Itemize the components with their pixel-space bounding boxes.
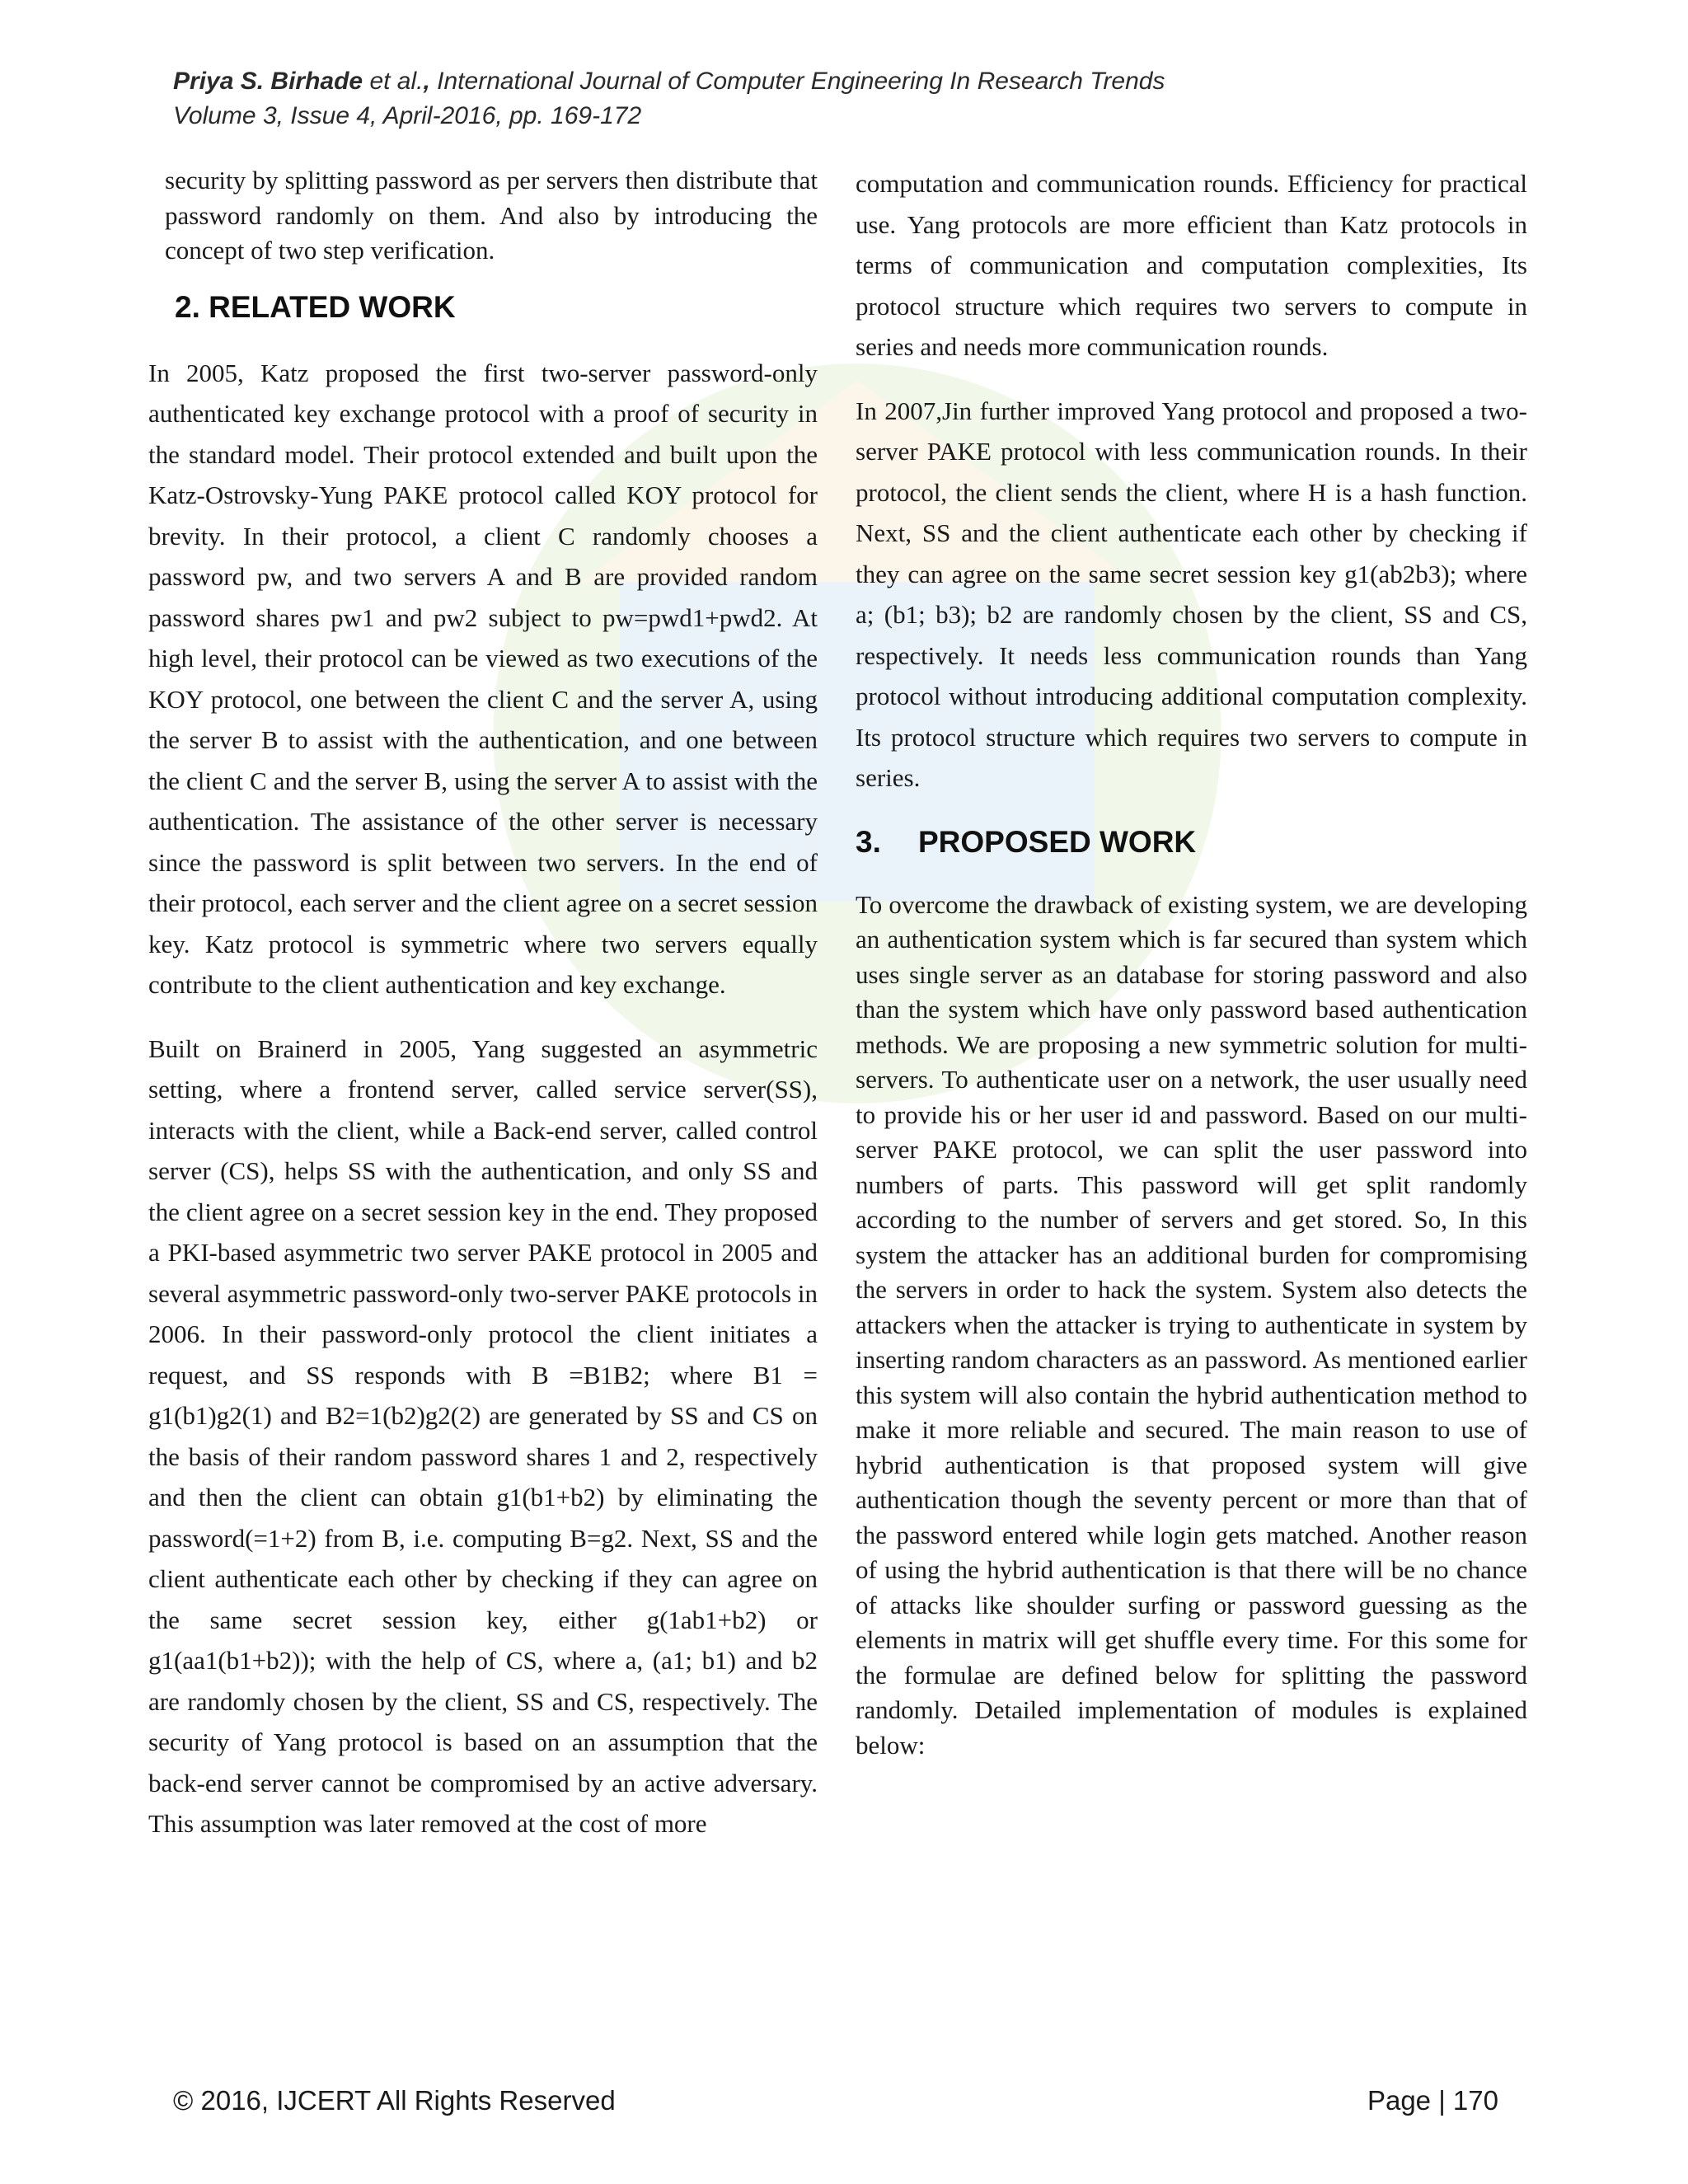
header-journal: International Journal of Computer Engineering In Research Trends (429, 68, 1165, 95)
section-heading-related-work (148, 287, 818, 328)
paragraph-katz: In 2005, Katz proposed the first two-server password-only authenticated key exchange protocol with a proof of security in the standard model. Their protocol extended and built upon the Katz-Ostrovsky-Yung PAKE protocol called KOY protocol for brevity. In their protocol, a client C randomly chooses a password pw, and two servers A and B are provided random password shares pw1 and pw2 subject to pw=pwd1+pwd2. At high level, their protocol can be viewed as two executions of the KOY protocol, one between the client C and the server A, using the server B to assist with the authentication, and one between the client C and the server B, using the server A to assist with the authentication. The assistance of the other server is necessary since the password is split between two servers. In the end of their protocol, each server and the client agree on a secret session key. Katz protocol is symmetric where two servers equally contribute to the client authentication and key exchange. (148, 358, 818, 999)
header-etal: et al. (363, 68, 424, 95)
header-author: Priya S. Birhade (173, 68, 363, 95)
left-column (148, 163, 818, 1844)
header-citation-line (173, 64, 1165, 99)
header-sep: , (423, 68, 430, 95)
section-title: PROPOSED WORK (918, 824, 1197, 859)
section-number: 3. (856, 824, 881, 859)
intro-continuation: security by splitting password as per servers then distribute that password randomly on them. And also by introducing the concept of two step verification. (165, 166, 818, 265)
footer-page-number: Page | 170 (1367, 2085, 1498, 2116)
header-volume: Volume 3, Issue 4, April-2016, pp. 169-172 (173, 102, 642, 129)
paragraph-jin: In 2007,Jin further improved Yang protocol and proposed a two-server PAKE protocol with less communication rounds. In their protocol, the client sends the client, where H is a hash function. Next, SS and the client authenticate each other by checking if they can agree on the same secret session key g1(ab2b3); where a; (b1; b3); b2 are randomly chosen by the client, SS and CS, respectively. It needs less communication rounds than Yang protocol without introducing additional computation complexity. Its protocol structure which requires two servers to compute in series. (856, 396, 1527, 792)
footer-copyright: © 2016, IJCERT All Rights Reserved (173, 2085, 616, 2116)
paragraph-yang: Built on Brainerd in 2005, Yang suggested an asymmetric setting, where a frontend server, called service server(SS), interacts with the client, while a Back-end server, called control server (CS), helps SS with the authentication, and only SS and the client agree on a secret session key in the end. They proposed a PKI-based asymmetric two server PAKE protocol in 2005 and several asymmetric password-only two-server PAKE protocols in 2006. In their password-only protocol the client initiates a request, and SS responds with B =B1B2; where B1 = g1(b1)g2(1) and B2=1(b2)g2(2) are generated by SS and CS on the basis of their random password shares 1 and 2, respectively and then the client can obtain g1(b1+b2) by eliminating the password(=1+2) from B, i.e. computing B=g2. Next, SS and the client authenticate each other by checking if they can agree on the same secret session key, either g(1ab1+b2) or g1(aa1(b1+b2)); with the help of CS, where a, (a1; b1) and b2 are randomly chosen by the client, SS and CS, respectively. The security of Yang protocol is based on an assumption that the back-end server cannot be compromised by an active adversary. This assumption was later removed at the cost of more (148, 1033, 818, 1838)
paragraph-proposed: To overcome the drawback of existing system, we are developing an authentication system which is far secured than system which uses single server as an database for storing password and also than the system which have only password based authentication methods. We are proposing a new symmetric solution for multi-servers. To authenticate user on a network, the user usually need to provide his or her user id and password. Based on our multi-server PAKE protocol, we can split the user password into numbers of parts. This password will get split randomly according to the number of servers and get stored. So, In this system the attacker has an additional burden for compromising the servers in order to hack the system. System also detects the attackers when the attacker is trying to authenticate in system by inserting random characters as an password. As mentioned earlier this system will also contain the hybrid authentication method to make it more reliable and secured. The main reason to use of hybrid authentication is that proposed system will give authentication though the seventy percent or more than that of the password entered while login gets matched. Another reason of using the hybrid authentication is that there will be no chance of attacks like shoulder surfing or password guessing as the elements in matrix will get shuffle every time. For this some for the formulae are defined below for splitting the password randomly. Detailed implementation of modules is explained below: (856, 889, 1527, 1760)
section-number: 2. (175, 289, 200, 324)
section-title: RELATED WORK (209, 289, 456, 324)
right-column (856, 163, 1527, 1763)
paragraph-efficiency: computation and communication rounds. Efficiency for practical use. Yang protocols are more efficient than Katz protocols in terms of communication and computation complexities, Its protocol structure which requires two servers to compute in series and needs more communication rounds. (856, 169, 1527, 361)
section-heading-proposed-work (856, 822, 1527, 863)
running-header (173, 64, 1165, 134)
